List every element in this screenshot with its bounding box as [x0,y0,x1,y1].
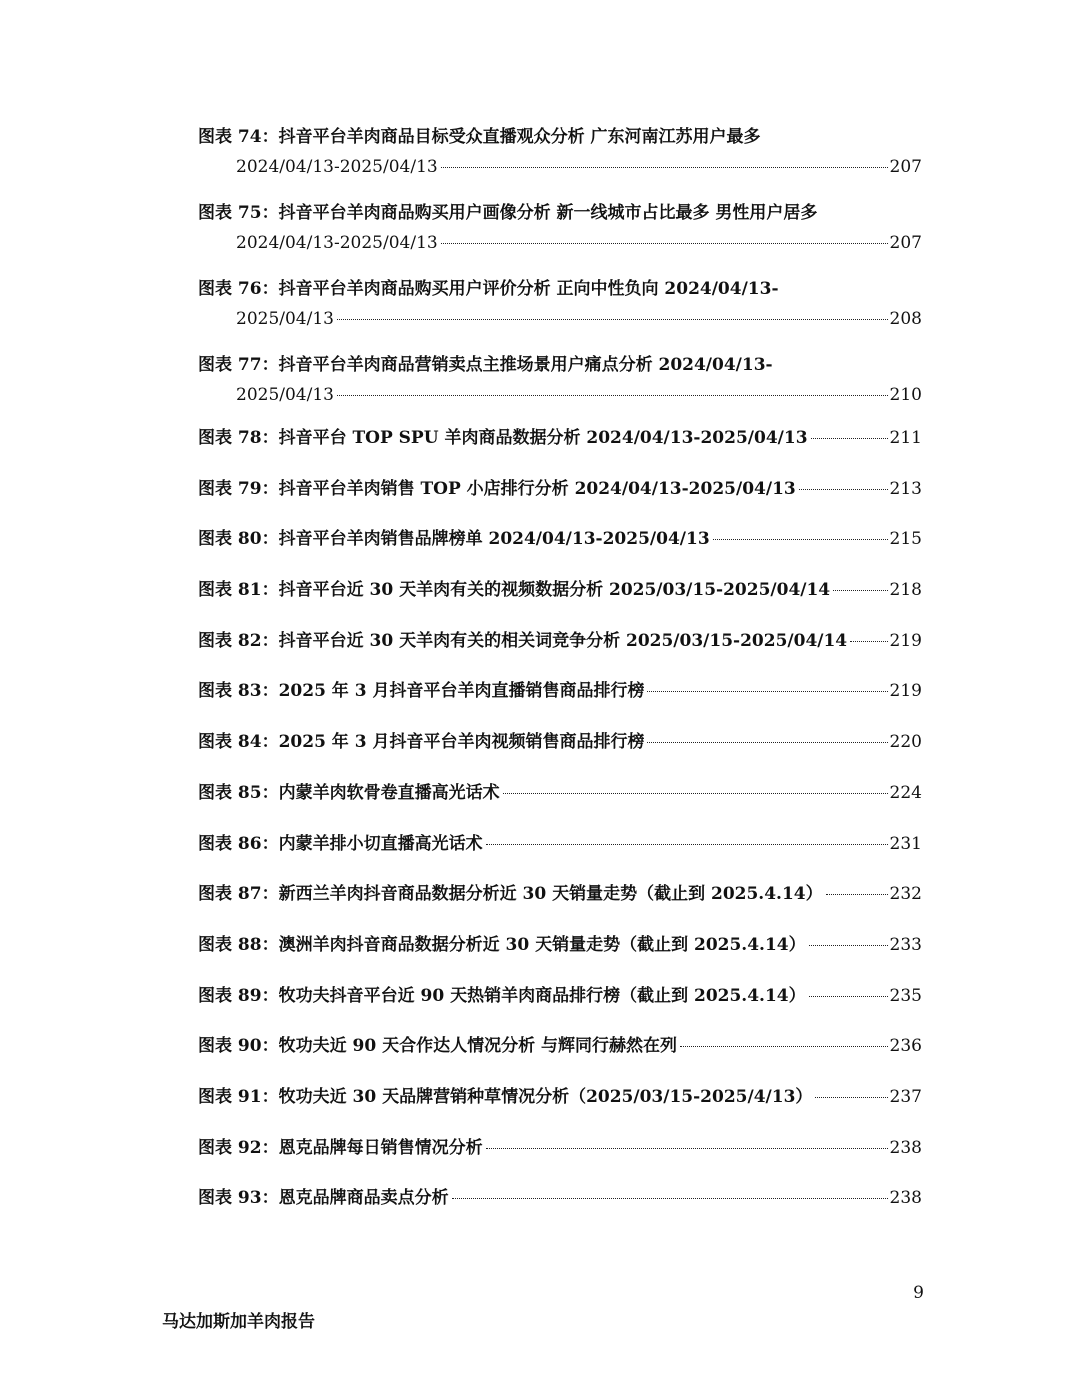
toc-page-number: 208 [889,309,922,329]
dot-leader [647,691,887,692]
toc-label: 图表 93： [198,1188,279,1209]
toc-title: 抖音平台 TOP SPU 羊肉商品数据分析 2024/04/13-2025/04/13 [278,428,808,448]
toc-page-number: 224 [889,782,922,803]
toc-title-continued: 2024/04/13-2025/04/13 [236,233,438,253]
toc-title: 抖音平台羊肉销售 TOP 小店排行分析 2024/04/13-2025/04/13 [278,478,796,499]
toc-label: 图表 88： [198,934,279,955]
toc-entry-76[interactable] [198,274,922,334]
toc-entry[interactable] [198,626,922,656]
table-of-figures [198,122,922,1234]
toc-title: 抖音平台近 30 天羊肉有关的视频数据分析 2025/03/15-2025/04/14 [278,580,831,601]
toc-entry[interactable] [198,930,922,960]
dot-leader [337,319,888,320]
toc-entry[interactable] [198,879,922,909]
toc-title: 新西兰羊肉抖音商品数据分析近 30 天销量走势（截止到 2025.4.14） [278,884,823,905]
dot-leader [850,641,887,642]
toc-label: 图表 80： [198,529,279,550]
toc-entry[interactable] [198,981,922,1011]
dot-leader [809,945,888,946]
dot-leader [713,539,888,540]
toc-entry[interactable] [198,1183,922,1213]
toc-title: 抖音平台羊肉商品目标受众直播观众分析 广东河南江苏用户最多 [278,127,761,147]
toc-title: 抖音平台羊肉商品购买用户画像分析 新一线城市占比最多 男性用户居多 [278,203,818,223]
toc-entry[interactable] [198,1082,922,1112]
toc-page-number: 235 [889,985,922,1006]
toc-page-number: 236 [889,1036,922,1057]
toc-label: 图表 81： [198,580,279,601]
toc-entry[interactable] [198,575,922,605]
toc-title-continued: 2025/04/13 [236,385,334,405]
dot-leader [826,894,888,895]
toc-label: 图表 87： [198,884,279,905]
toc-label: 图表 75： [198,203,279,223]
toc-title: 牧功夫近 30 天品牌营销种草情况分析（2025/03/15-2025/4/13） [278,1086,813,1107]
toc-page-number: 207 [889,233,922,253]
toc-label: 图表 79： [198,478,279,499]
toc-label: 图表 90： [198,1036,279,1057]
toc-page-number: 237 [889,1086,922,1107]
toc-label: 图表 84： [198,732,279,753]
toc-label: 图表 74： [198,127,279,147]
page-number: 9 [913,1283,924,1303]
toc-label: 图表 92： [198,1137,279,1158]
toc-single-list [198,423,922,1213]
dot-leader [337,395,888,396]
toc-page-number: 218 [889,580,922,601]
toc-title: 抖音平台近 30 天羊肉有关的相关词竞争分析 2025/03/15-2025/04/14 [278,630,848,651]
toc-page-number: 233 [889,934,922,955]
toc-entry-77[interactable] [198,350,922,410]
toc-entry[interactable] [198,1133,922,1163]
toc-page-number: 219 [889,630,922,651]
toc-page-number: 211 [889,428,922,448]
toc-page-number: 232 [889,884,922,905]
toc-title: 牧功夫抖音平台近 90 天热销羊肉商品排行榜（截止到 2025.4.14） [278,985,806,1006]
footer-report-title: 马达加斯加羊肉报告 [162,1312,315,1332]
toc-title: 澳洲羊肉抖音商品数据分析近 30 天销量走势（截止到 2025.4.14） [278,934,806,955]
dot-leader [441,167,888,168]
toc-title: 恩克品牌每日销售情况分析 [278,1137,483,1158]
toc-entry-74[interactable] [198,122,922,182]
toc-title: 2025 年 3 月抖音平台羊肉视频销售商品排行榜 [278,732,645,753]
toc-page-number: 231 [889,833,922,854]
toc-page-number: 238 [889,1188,922,1209]
dot-leader [647,742,887,743]
toc-title: 2025 年 3 月抖音平台羊肉直播销售商品排行榜 [278,681,645,702]
dot-leader [441,243,888,244]
dot-leader [486,1148,888,1149]
toc-entry[interactable] [198,524,922,554]
toc-entry[interactable] [198,727,922,757]
dot-leader [486,844,888,845]
dot-leader [503,793,888,794]
toc-entry[interactable] [198,423,922,453]
toc-title: 内蒙羊排小切直播高光话术 [278,833,483,854]
toc-entry[interactable] [198,474,922,504]
dot-leader [809,996,888,997]
toc-page-number: 210 [889,385,922,405]
toc-entry[interactable] [198,778,922,808]
toc-label: 图表 91： [198,1086,279,1107]
toc-title: 内蒙羊肉软骨卷直播高光话术 [278,782,500,803]
toc-label: 图表 83： [198,681,279,702]
dot-leader [815,1097,887,1098]
toc-label: 图表 89： [198,985,279,1006]
dot-leader [799,489,888,490]
toc-entry[interactable] [198,829,922,859]
toc-label: 图表 76： [198,279,279,299]
toc-page-number: 207 [889,157,922,177]
toc-page-number: 215 [889,529,922,550]
toc-page-number: 238 [889,1137,922,1158]
dot-leader [833,590,887,591]
toc-entry-75[interactable] [198,198,922,258]
toc-title: 抖音平台羊肉商品营销卖点主推场景用户痛点分析 2024/04/13- [278,355,773,375]
toc-label: 图表 77： [198,355,279,375]
toc-entry[interactable] [198,676,922,706]
toc-title-continued: 2025/04/13 [236,309,334,329]
dot-leader [452,1198,888,1199]
toc-title-continued: 2024/04/13-2025/04/13 [236,157,438,177]
toc-title: 恩克品牌商品卖点分析 [278,1188,449,1209]
toc-label: 图表 78： [198,428,279,448]
toc-label: 图表 86： [198,833,279,854]
toc-title: 抖音平台羊肉商品购买用户评价分析 正向中性负向 2024/04/13- [278,279,779,299]
dot-leader [680,1046,888,1047]
toc-label: 图表 85： [198,782,279,803]
toc-title: 抖音平台羊肉销售品牌榜单 2024/04/13-2025/04/13 [278,529,710,550]
toc-page-number: 220 [889,732,922,753]
dot-leader [811,438,888,439]
toc-entry[interactable] [198,1031,922,1061]
toc-page-number: 213 [889,478,922,499]
toc-title: 牧功夫近 90 天合作达人情况分析 与辉同行赫然在列 [278,1036,677,1057]
toc-label: 图表 82： [198,630,279,651]
toc-page-number: 219 [889,681,922,702]
